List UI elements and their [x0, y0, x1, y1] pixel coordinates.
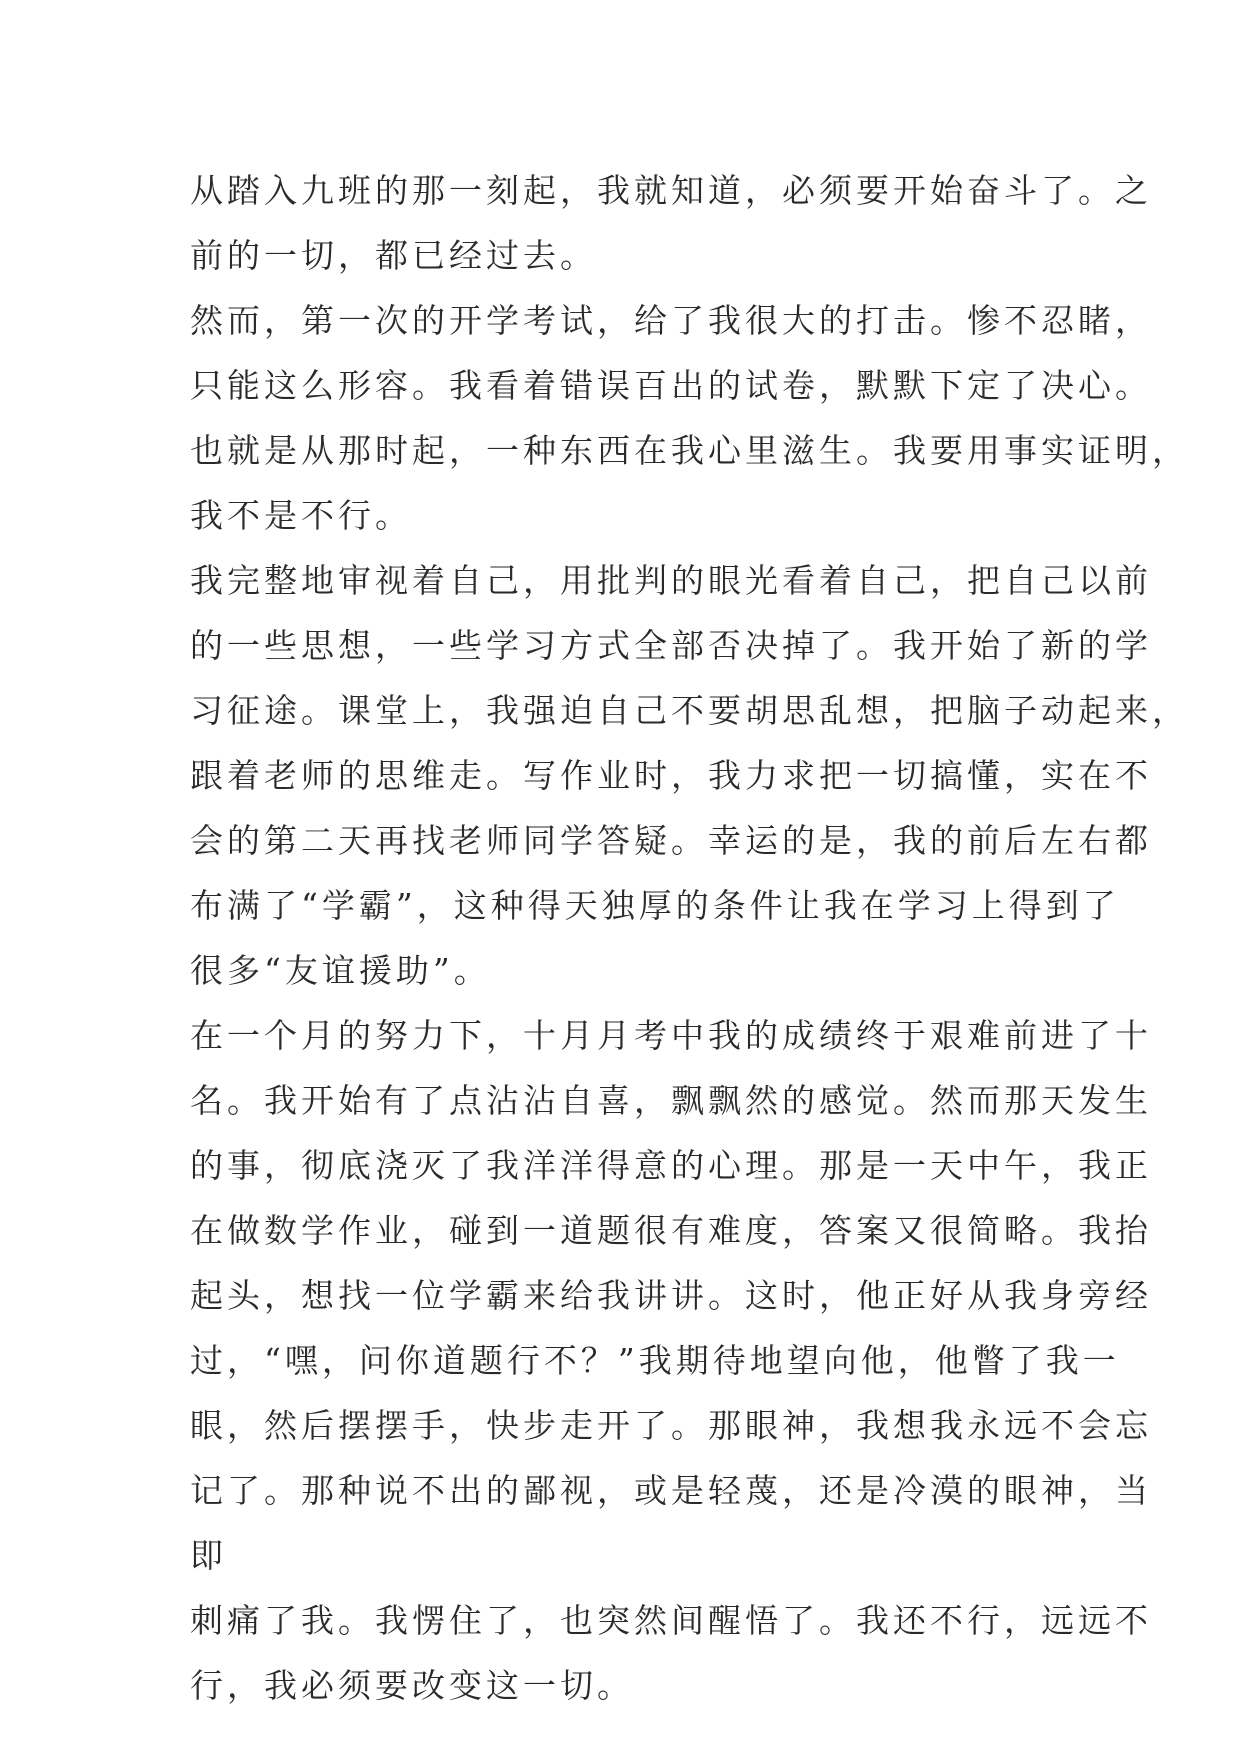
text-line: 的一些思想，一些学习方式全部否决掉了。我开始了新的学	[190, 626, 1152, 665]
text-line: 在一个月的努力下，十月月考中我的成绩终于艰难前进了十	[190, 1016, 1152, 1055]
text-line: 我完整地审视着自己，用批判的眼光看着自己，把自己以前	[190, 561, 1152, 600]
text-line: 名。我开始有了点沾沾自喜，飘飘然的感觉。然而那天发生	[190, 1081, 1152, 1120]
text-line: 刺痛了我。我愣住了，也突然间醒悟了。我还不行，远远不	[190, 1601, 1152, 1640]
text-line: 从踏入九班的那一刻起，我就知道，必须要开始奋斗了。之	[190, 171, 1152, 210]
text-line: 然而，第一次的开学考试，给了我很大的打击。惨不忍睹，	[190, 301, 1152, 340]
text-line: 前的一切，都已经过去。	[190, 236, 597, 275]
text-line: 习征途。课堂上，我强迫自己不要胡思乱想，把脑子动起来，	[190, 691, 1189, 730]
text-line: 即	[190, 1536, 227, 1575]
text-line: 会的第二天再找老师同学答疑。幸运的是，我的前后左右都	[190, 821, 1152, 860]
text-line: 很多“友谊援助”。	[190, 951, 491, 990]
text-line: 行，我必须要改变这一切。	[190, 1666, 634, 1705]
text-line: 我不是不行。	[190, 496, 412, 535]
text-line: 起头，想找一位学霸来给我讲讲。这时，他正好从我身旁经	[190, 1276, 1152, 1315]
text-line: 记了。那种说不出的鄙视，或是轻蔑，还是冷漠的眼神，当	[190, 1471, 1152, 1510]
text-line: 只能这么形容。我看着错误百出的试卷，默默下定了决心。	[190, 366, 1152, 405]
text-line: 的事，彻底浇灭了我洋洋得意的心理。那是一天中午，我正	[190, 1146, 1152, 1185]
text-line: 跟着老师的思维走。写作业时，我力求把一切搞懂，实在不	[190, 756, 1152, 795]
document-body	[190, 158, 1189, 1718]
text-line: 也就是从那时起，一种东西在我心里滋生。我要用事实证明，	[190, 431, 1189, 470]
text-line: 过，“嘿，问你道题行不？”我期待地望向他，他瞥了我一	[190, 1341, 1120, 1380]
text-line: 眼，然后摆摆手，快步走开了。那眼神，我想我永远不会忘	[190, 1406, 1152, 1445]
text-line: 布满了“学霸”，这种得天独厚的条件让我在学习上得到了	[190, 886, 1120, 925]
text-line: 在做数学作业，碰到一道题很有难度，答案又很简略。我抬	[190, 1211, 1152, 1250]
